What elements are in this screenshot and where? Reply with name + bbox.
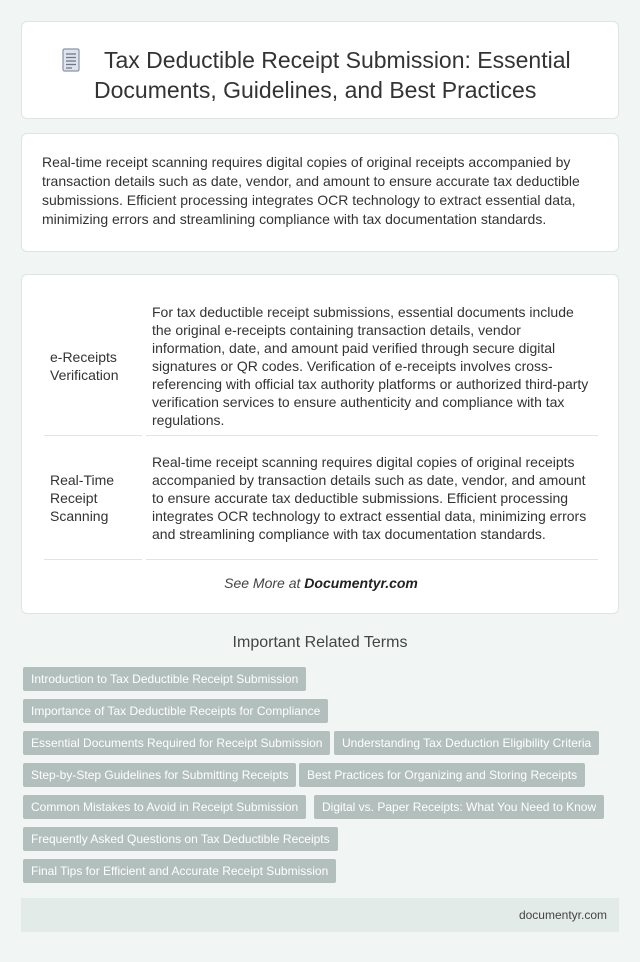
related-term-tag[interactable]: Common Mistakes to Avoid in Receipt Submission [23, 795, 306, 819]
related-term-tag[interactable]: Step-by-Step Guidelines for Submitting Receipts [23, 763, 296, 787]
page-title-line-1: Tax Deductible Receipt Submission: Essential [104, 47, 571, 73]
title-card [21, 21, 619, 119]
footer-site-link[interactable]: documentyr.com [518, 908, 607, 922]
related-term-tag[interactable]: Digital vs. Paper Receipts: What You Need to Know [314, 795, 604, 819]
details-card [21, 274, 619, 614]
related-term-tag[interactable]: Final Tips for Efficient and Accurate Receipt Submission [23, 859, 336, 883]
related-term-tag[interactable]: Importance of Tax Deductible Receipts for Compliance [23, 699, 328, 723]
related-term-tag[interactable]: Essential Documents Required for Receipt Submission [23, 731, 330, 755]
page-title [94, 45, 604, 105]
see-more-link[interactable]: Documentyr.com [304, 575, 418, 591]
row-label: e-Receipts Verification [44, 297, 144, 436]
intro-card [21, 133, 619, 252]
page-title-line-2: Documents, Guidelines, and Best Practices [94, 77, 537, 103]
table-row [44, 436, 598, 560]
related-term-tag[interactable]: Introduction to Tax Deductible Receipt Submission [23, 667, 306, 691]
table-row [44, 297, 598, 436]
footer [21, 898, 619, 932]
intro-text: Real-time receipt scanning requires digital copies of original receipts accompanied by transaction details such as date, vendor, and amount to ensure accurate tax deductible submissions. Efficient processing integrates OCR technology to extract essential data, minimizing errors and streamlining compliance with tax documentation standards. [42, 154, 580, 227]
row-description: For tax deductible receipt submissions, essential documents include the original e-receipts containing transaction details, vendor information, date, and amount paid verified through secure digital signatures or QR codes. Verification of e-receipts involves cross-referencing with official tax authority platforms or authorized third-party verification services to ensure authenticity and compliance with tax regulations. [144, 297, 598, 436]
page-title-wrap [94, 45, 604, 105]
related-term-tag[interactable]: Best Practices for Organizing and Storing Receipts [299, 763, 585, 787]
details-table [44, 297, 598, 560]
see-more-prefix: See More at [224, 575, 305, 591]
row-label: Real-Time Receipt Scanning [44, 436, 144, 560]
row-description: Real-time receipt scanning requires digital copies of original receipts accompanied by transaction details such as date, vendor, and amount to ensure accurate tax deductible submissions. Efficient processing integrates OCR technology to extract essential data, minimizing errors and streamlining compliance with tax documentation standards. [144, 436, 598, 560]
related-term-tag[interactable]: Frequently Asked Questions on Tax Deductible Receipts [23, 827, 338, 851]
related-term-tag[interactable]: Understanding Tax Deduction Eligibility Criteria [334, 731, 599, 755]
document-icon [60, 48, 82, 72]
see-more [22, 575, 620, 591]
related-terms-title: Important Related Terms [232, 634, 408, 651]
